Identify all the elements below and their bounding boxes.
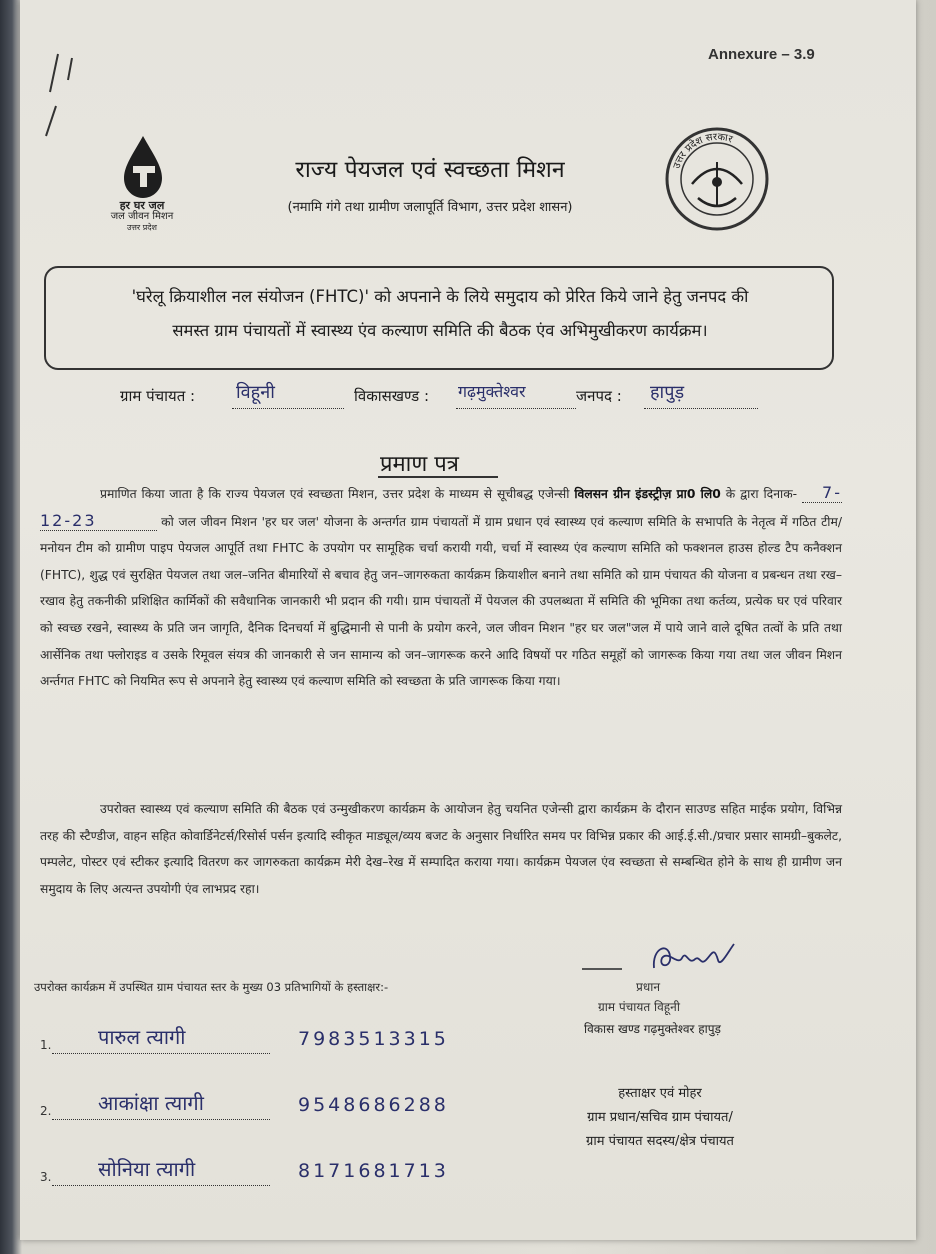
- certificate-paragraph-2: [40, 796, 842, 902]
- logo-line-3: उत्तर प्रदेश: [127, 223, 157, 232]
- program-title-text: [60, 280, 820, 348]
- participant-name: पारुल त्यागी: [98, 1025, 186, 1049]
- participant-phone: 8171681713: [298, 1160, 449, 1182]
- heading-underline: [378, 476, 498, 478]
- para1-line2: को जल जीवन मिशन 'हर घर जल' योजना के अन्तर्गत ग्राम पंचायतों में ग्राम प्रधान: [161, 514, 532, 529]
- certificate-paragraph-1: [40, 480, 842, 695]
- stamp-gram-panchayat: ग्राम पंचायत विहूनी: [598, 1000, 680, 1014]
- janpad-label: जनपद :: [576, 387, 622, 405]
- gram-panchayat-line: [232, 408, 344, 409]
- annexure-label: Annexure – 3.9: [708, 46, 815, 63]
- stamp-line-1: हस्ताक्षर एवं मोहर: [618, 1086, 702, 1101]
- uttar-pradesh-seal-icon: [662, 124, 772, 234]
- logo-line-1: हर घर जल: [119, 199, 165, 212]
- janpad-line: [644, 408, 758, 409]
- participant-phone: 7983513315: [298, 1028, 449, 1050]
- mission-subtitle: (नमामि गंगे तथा ग्रामीण जलापूर्ति विभाग, उत्तर प्रदेश शासन): [287, 200, 573, 215]
- vikaskhand-label: विकासखण्ड :: [354, 387, 430, 405]
- stamp-line-2: ग्राम प्रधान/सचिव ग्राम पंचायत/: [587, 1110, 733, 1125]
- para1-intro: प्रमाणित किया जाता है कि राज्य पेयजल एवं स्वच्छता मिशन, उत्तर प्रदेश के माध्यम से सूचीबद्ध एजेन्सी: [100, 487, 570, 501]
- pradhan-dash: [582, 968, 622, 970]
- gram-panchayat-label: ग्राम पंचायत :: [120, 387, 196, 405]
- pen-marks: [30, 50, 80, 140]
- janpad-value: हापुड़: [650, 382, 685, 403]
- vikaskhand-line: [456, 408, 576, 409]
- participant-number: 1.: [40, 1038, 52, 1052]
- gram-panchayat-value: विहूनी: [236, 382, 275, 403]
- participant-phone: 9548686288: [298, 1094, 449, 1116]
- seal-text: उत्तर प्रदेश सरकार: [671, 131, 734, 171]
- program-title-line-2: समस्त ग्राम पंचायतों में स्वास्थ्य एंव कल्याण समिति की बैठक एंव अभिमुखीकरण कार्यक्रम।: [172, 321, 708, 340]
- stamp-vikas-khand: विकास खण्ड गढ़मुक्तेश्वर हापुड़: [584, 1022, 721, 1036]
- participant-row-3: [40, 1142, 500, 1188]
- signature-seal-block: [520, 1082, 800, 1154]
- stamp-line-3: ग्राम पंचायत सदस्य/क्षेत्र पंचायत: [586, 1134, 734, 1149]
- participant-name: सोनिया त्यागी: [98, 1157, 196, 1181]
- signature-line: [52, 1185, 270, 1186]
- certificate-heading: प्रमाण पत्र: [380, 452, 459, 477]
- participant-row-1: [40, 1010, 500, 1056]
- program-date: 7-12-23: [40, 483, 842, 530]
- signature-line: [52, 1119, 270, 1120]
- participant-row-2: [40, 1076, 500, 1122]
- pradhan-signature: [648, 938, 738, 978]
- participant-number: 3.: [40, 1170, 52, 1184]
- svg-text:उत्तर प्रदेश सरकार: [672, 132, 735, 171]
- mission-title: राज्य पेयजल एवं स्वच्छता मिशन: [295, 157, 565, 183]
- program-title-line-1: 'घरेलू क्रियाशील नल संयोजन (FHTC)' को अपनाने के लिये समुदाय को प्रेरित किये जाने हेतु जनपद की: [131, 287, 749, 306]
- agency-name: विलसन ग्रीन इंडस्ट्रीज़ प्रा0 लि0: [574, 487, 721, 501]
- participant-name: आकांक्षा त्यागी: [98, 1091, 204, 1115]
- vikaskhand-value: गढ़मुक्तेश्वर: [458, 382, 526, 401]
- date-prefix: के द्वारा दिनाक-: [725, 487, 798, 501]
- pradhan-label: प्रधान: [636, 980, 660, 994]
- har-ghar-jal-logo-text: [92, 200, 192, 233]
- participant-number: 2.: [40, 1104, 52, 1118]
- para1-body: एवं स्वास्थ्य एवं कल्याण समिति के सभापति के नेतृत्व में गठित टीम/मनोयन टीम को ग्रामीण पाइप पेयजल आपूर्ति तथा FHTC के उपयोग पर सामूहिक चर्चा करायी गयी, चर्चा में स्वास्थ्य एंव कल्याण समिति को फक्शनल हाउस होल्ड टैप कनैक्शन (FHTC), शुद्ध एवं सुरक्षित पेयजल तथा जल–जनित बीमारियों से बचाव हेतु जन–जागरुकता कार्यक्रम क्रियाशील बनाने तथा समिति को ग्राम पंचायत की योजना व प्रबन्धन तथा रख–रखाव हेतु तकनीकी प्रशिक्षित कार्मिकों की सवैधानिक जानकारी भी प्रदान की गयी। ग्राम पंचायतों में पेयजल की उपलब्धता में समिति की भूमिका तथा कर्तव्य, प्रत्येक घर एवं परिवार को स्वच्छ रखने, स्वास्थ्य के प्रति जन जागृति, दैनिक दिनचर्या में बुद्धिमानी से पानी के प्रयोग करने, जल जीवन मिशन "हर घर जल"जल में पाये जाने वाले दूषित तत्वों के प्रति तथा आर्सेनिक तथा फ्लोराइड व उसके रिमूवल संयत्र की जानकारी से जन सामान्य को जन–जागरूक करने आदि विषयों पर गठित समूहों को जागरूक किया गया तथा जल जीवन मिशन अर्न्तगत FHTC को नियमित रूप से अपनाने हेतु स्वास्थ्य एवं कल्याण समिति को स्वच्छता के प्रति जागरूक किया गया।: [40, 514, 842, 689]
- signature-line: [52, 1053, 270, 1054]
- logo-line-2: जल जीवन मिशन: [110, 211, 174, 222]
- participants-intro: उपरोक्त कार्यक्रम में उपस्थित ग्राम पंचायत स्तर के मुख्य 03 प्रतिभागियों के हस्ताक्षर:-: [34, 980, 389, 994]
- para2-text: उपरोक्त स्वास्थ्य एवं कल्याण समिति की बैठक एवं उन्मुखीकरण कार्यक्रम के आयोजन हेतु चयनित एजेन्सी द्वारा कार्यक्रम के दौरान साउण्ड सहित माईक प्रयोग, विभिन्न तरह की स्टैण्डीज, वाहन सहित कोवार्डिनेटर्स/रिसोर्स पर्सन इत्यादि स्वीकृत माड्यूल/व्यय बजट के अनुसार निर्धारित समय पर विभिन्न प्रकार की आई.ई.सी./प्रचार प्रसार सामग्री–बुकलेट, पम्पलेट, पोस्टर एवं स्टीकर इत्यादि वितरण कर जागरुकता कार्यक्रम मेरी देख–रेख में सम्पादित कराया गया। कार्यक्रम पेयजल एंव स्वच्छता से सम्बन्धित होने के साथ ही ग्रामीण जन समुदाय के लिए अत्यन्त उपयोगी एंव लाभप्रद रहा।: [40, 802, 842, 896]
